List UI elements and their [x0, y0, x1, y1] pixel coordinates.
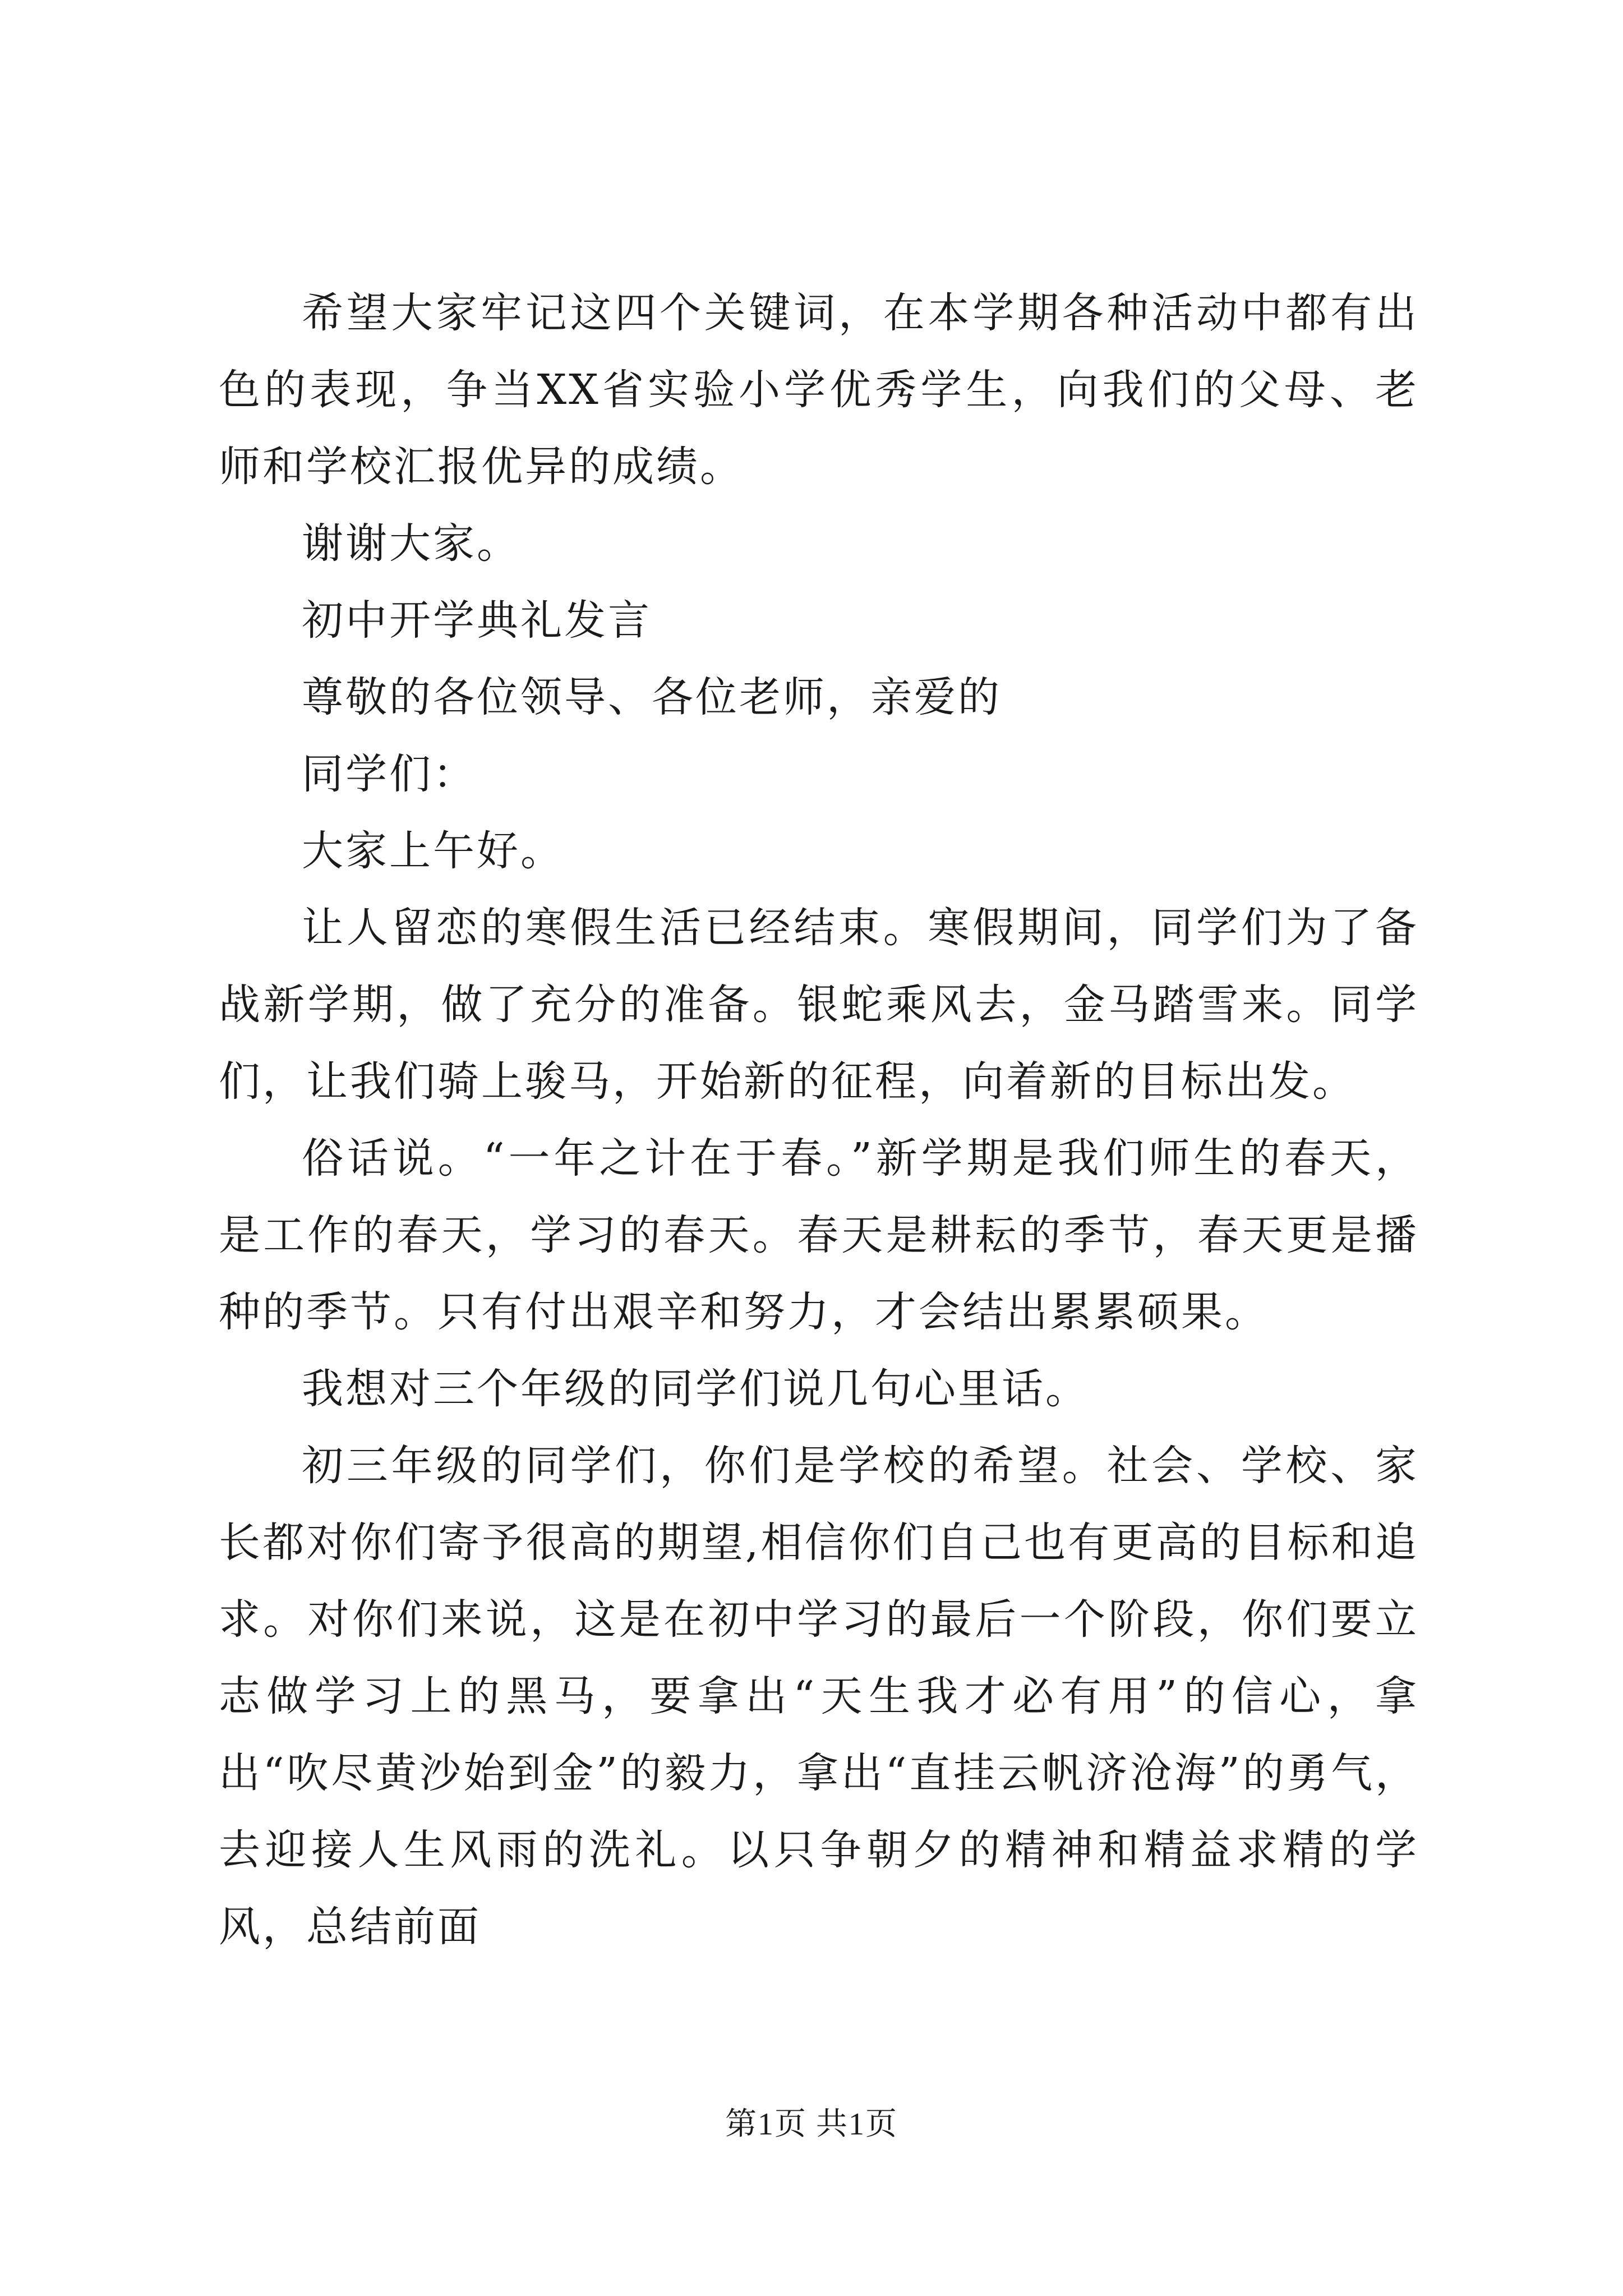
salutation-line-1: 尊敬的各位领导、各位老师，亲爱的	[302, 673, 1002, 721]
paragraph-grade-three: 初三年级的同学们，你们是学校的希望。社会、学校、家长都对你们寄予很高的期望,相信你们自己也有更高的目标和追求。对你们来说，这是在初中学习的最后一个阶段，你们要立志做学习上的黑马，要拿出“天生我才必有用”的信心，拿出“吹尽黄沙始到金”的毅力，拿出“直挂云帆济沧海”的勇气，去迎接人生风雨的洗礼。以只争朝夕的精神和精益求精的学风，总结前面	[219, 1442, 1419, 1951]
speech-title: 初中开学典礼发言	[302, 596, 652, 645]
salutation-line-2: 同学们：	[302, 750, 477, 798]
greeting: 大家上午好。	[302, 827, 564, 875]
document-body	[219, 275, 1419, 1966]
paragraph-closing-wish: 希望大家牢记这四个关键词，在本学期各种活动中都有出色的表现，争当XX省实验小学优秀学生，向我们的父母、老师和学校汇报优异的成绩。	[219, 289, 1419, 491]
paragraph-winter-break: 让人留恋的寒假生活已经结束。寒假期间，同学们为了备战新学期，做了充分的准备。银蛇乘风去，金马踏雪来。同学们，让我们骑上骏马，开始新的征程，向着新的目标出发。	[219, 904, 1419, 1106]
paragraph-spring-proverb: 俗话说。“一年之计在于春。”新学期是我们师生的春天，是工作的春天，学习的春天。春天是耕耘的季节，春天更是播种的季节。只有付出艰辛和努力，才会结出累累硕果。	[219, 1134, 1419, 1336]
paragraph-heart-words: 我想对三个年级的同学们说几句心里话。	[302, 1365, 1089, 1413]
page-footer: 第1页 共1页	[725, 2107, 898, 2142]
paragraph-thanks: 谢谢大家。	[302, 519, 520, 568]
